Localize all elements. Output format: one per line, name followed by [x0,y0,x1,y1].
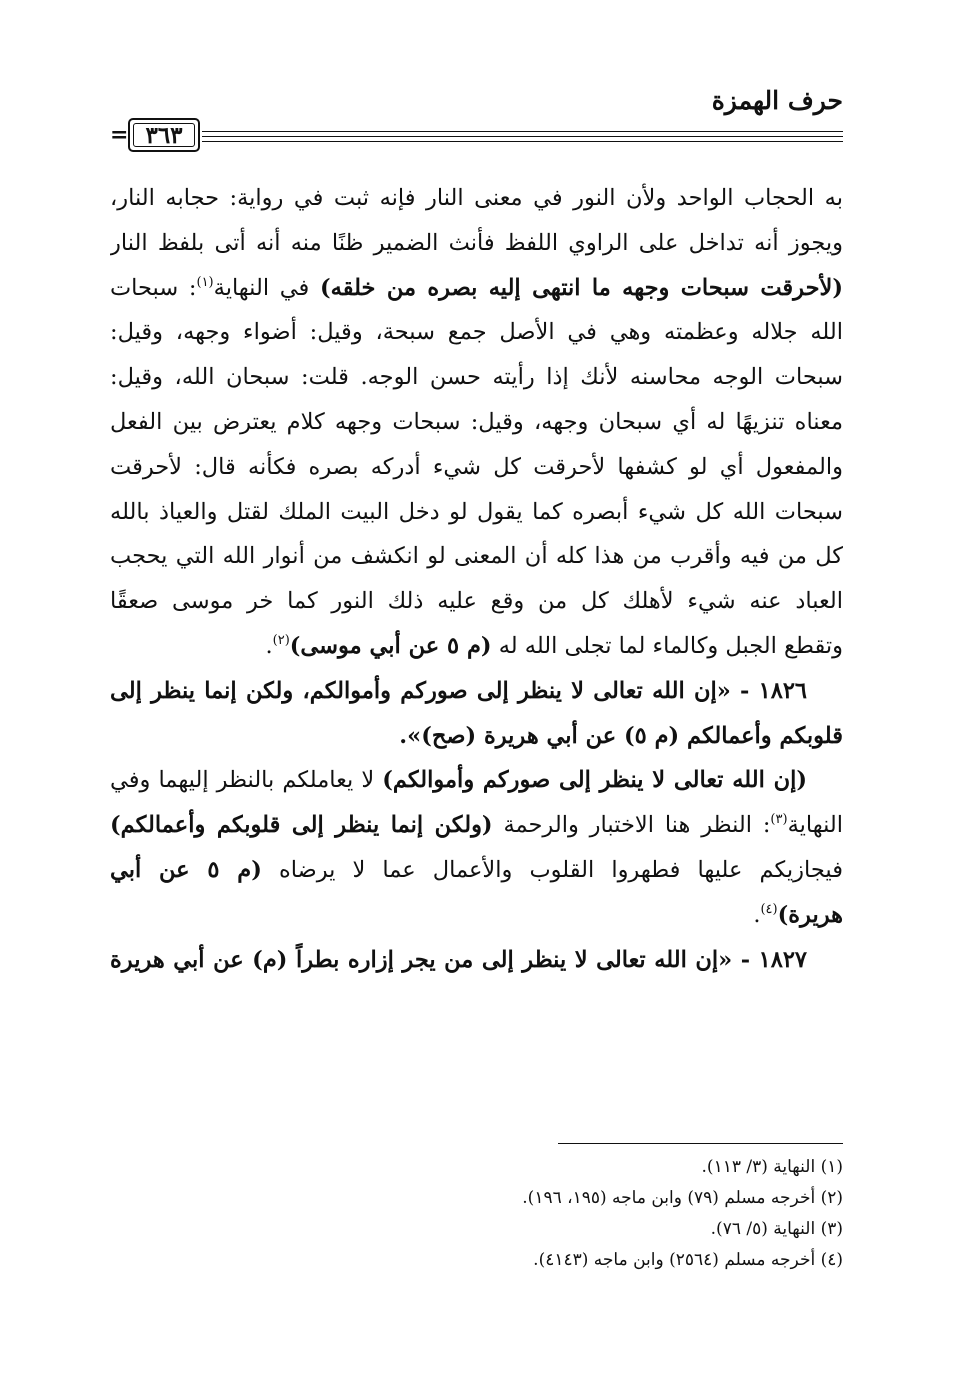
main-text [110,176,843,982]
running-title: حرف الهمزة [711,86,843,115]
header-rule [110,116,843,156]
rule-line [202,141,843,142]
footnote-separator [558,1143,843,1144]
quoted-hadith: (إن الله تعالى لا ينظر إلى صوركم وأموالكم) [382,767,807,794]
text-line: الله جلاله وعظمته وهي في الأصل جمع سبحة، وقيل: أضواء وجهه، وقيل: [110,319,843,346]
quoted-hadith: (ولكن إنما ينظر إلى قلوبكم وأعمالكم) [110,812,493,839]
hadith-1827-line: ١٨٢٧ - «إن الله تعالى لا ينظر إلى من يجر إزاره بطراً (م) عن أبي هريرة [110,946,807,973]
footnote: (١) النهاية (٣/ ١١٣). [701,1157,843,1177]
footnote-ref: (١) [196,274,214,290]
source-citation: (م ٥ عن أبي [110,856,262,883]
text-line: سبحات الله كل شيء أبصره كما يقول لو دخل البيت الملك لقتل والعياذ بالله [110,498,843,525]
hadith-1826-line: قلوبكم وأعمالكم (م ٥) عن أبي هريرة (صح)». [399,722,843,749]
page-number-box [128,118,200,152]
text-line: والمفعول أي لو كشفها لأحرقت كل شيء أدركه بصره فكأنه قال: لأحرقت [110,453,843,480]
footnote: (٤) أخرجه مسلم (٢٥٦٤) وابن ماجه (٤١٤٣). [533,1250,843,1270]
text-line: ويجوز أنه تداخل على الراوي اللفظ فأنث الضمير ظنًا منه أنه أتى بلفظ النار [110,229,843,256]
text-line: هريرة)$^{(٤)}$. [753,901,843,928]
footnote-ref: (٢) [272,632,290,648]
footnote: (٢) أخرجه مسلم (٧٩) وابن ماجه (١٩٥، ١٩٦). [522,1188,843,1208]
text-line: فيجازيكم عليها فطهروا القلوب والأعمال عما لا يرضاه (م ٥ عن أبي [110,856,843,883]
text-line: (إن الله تعالى لا ينظر إلى صوركم وأموالكم) لا يعاملكم بالنظر إليهما وفي [110,767,807,794]
rule-line [202,136,843,137]
text-line: كل من فيه وأقرب من هذا كله أن المعنى لو انكشف من أنوار الله التي يحجب [110,543,843,570]
equals-mark: = [110,122,129,148]
text-line: سبحات الوجه محاسنه لأنك إذا رأيته حسن الوجه. قلت: سبحان الله، وقيل: [110,364,843,391]
source-citation: (م ٥ عن أبي موسى) [289,632,492,659]
page-number: ٣٦٣ [145,121,183,149]
text-line: النهاية$^{(٣)}$: النظر هنا الاختبار والرحمة (ولكن إنما ينظر إلى قلوبكم وأعمالكم) [110,812,843,839]
footnote-ref: (٤) [760,901,778,917]
text-line: به الحجاب الواحد ولأن النور في معنى النار فإنه ثبت في رواية: حجابه النار، [110,185,843,211]
text-line: العباد عنه شيء لأهلك كل من وقع عليه ذلك النور كما خر موسى صعقًا [110,588,843,615]
text-line: وتقطع الجبل وكالماء لما تجلى الله له (م ٥ عن أبي موسى)$^{(٢)}$. [265,632,843,659]
footnotes [522,1152,843,1276]
text-line: (لأحرقت سبحات وجهه ما انتهى إليه بصره من خلقه) في النهاية$^{(١)}$: سبحات [110,274,843,301]
source-citation: هريرة) [777,901,843,928]
text-line: معناه تنزيهًا له أي سبحان وجهه، وقيل: سبحات وجهه كلام يعترض بين الفعل [110,408,843,435]
footnote: (٣) النهاية (٥/ ٧٦). [710,1219,843,1239]
rule-line [202,131,843,132]
hadith-1826-line: ١٨٢٦ - «إن الله تعالى لا ينظر إلى صوركم وأموالكم، ولكن إنما ينظر إلى [110,677,807,704]
quoted-hadith: (لأحرقت سبحات وجهه ما انتهى إليه بصره من خلقه) [319,274,843,301]
footnote-ref: (٣) [770,812,788,828]
